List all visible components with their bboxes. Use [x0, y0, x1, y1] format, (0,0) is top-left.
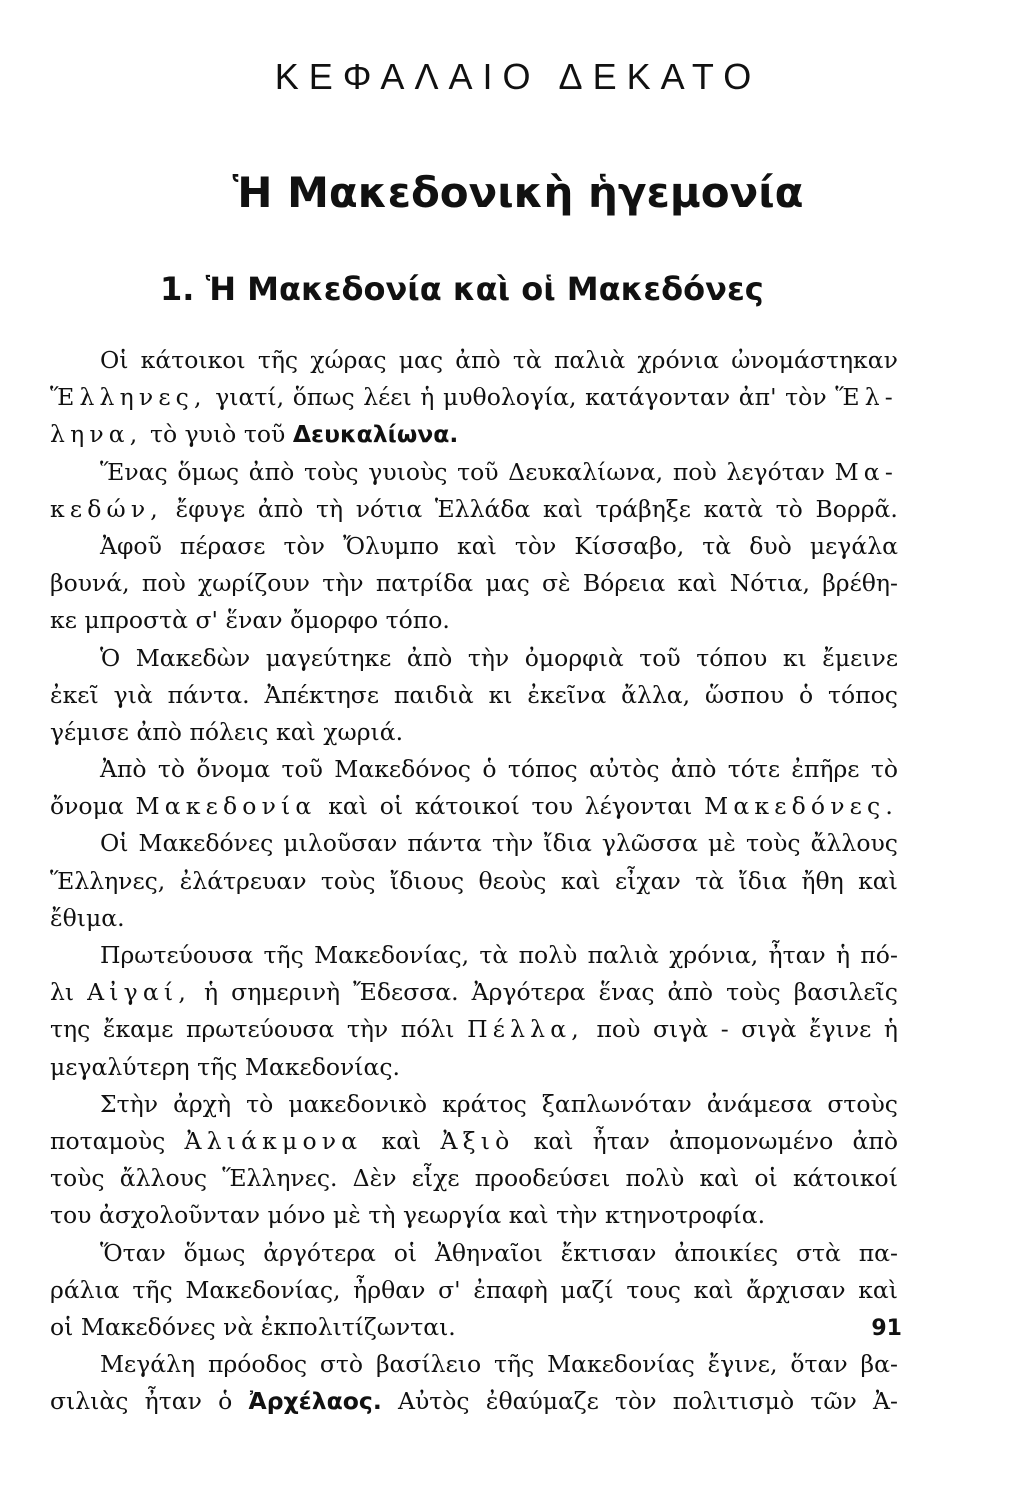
text-line [50, 1235, 898, 1272]
word: ἀνάμεσα [706, 1089, 813, 1118]
text-line [50, 1049, 898, 1086]
word: βασιλεῖς [793, 978, 898, 1007]
text-line [50, 528, 898, 565]
word: γυιοὺς [368, 457, 448, 486]
word: τοὺς [320, 866, 376, 895]
word: τόπος [507, 755, 578, 784]
text-line [50, 900, 898, 937]
word: του [50, 1201, 92, 1230]
word: ἔκτισαν [560, 1238, 657, 1267]
text-line [50, 1160, 898, 1197]
word: ὄνομα [196, 755, 271, 784]
word: Ἀ- [873, 1387, 898, 1416]
word: τὸ [149, 420, 178, 449]
word: καὶ [693, 1275, 734, 1304]
word: μακεδονικὸ [288, 1089, 428, 1118]
word: Μακεδονίας, [314, 941, 470, 969]
text-line [50, 379, 898, 416]
word: μας [485, 569, 530, 598]
word: καὶ [533, 1126, 574, 1155]
word: ἕνας [598, 978, 655, 1007]
word: τότε [727, 755, 781, 784]
word: στοὺς [827, 1089, 898, 1118]
word: πολὺ [518, 941, 578, 969]
word: τὸν [283, 531, 325, 560]
word: σιγὰ [741, 1015, 797, 1044]
word: στὰ [795, 1238, 841, 1267]
word: πρόοδος [208, 1350, 308, 1379]
word: μὲ [332, 1201, 361, 1230]
word: τοὺς [745, 829, 801, 858]
text-line [50, 1272, 898, 1309]
word: Οἱ [100, 829, 129, 858]
word: γλῶσσα [601, 829, 698, 858]
word: τὴν [556, 1201, 598, 1230]
word: μὲ [708, 829, 736, 858]
word: ράλια [50, 1275, 120, 1304]
word: ἀσχολοῦνταν [98, 1201, 261, 1230]
word: κτηνοτροφία. [604, 1201, 766, 1230]
word: μόνο [267, 1201, 326, 1230]
word: ἡ [883, 1015, 898, 1044]
word: ἄλλους [119, 1164, 208, 1193]
word: καὶ [328, 792, 368, 821]
word: ἀπὸ [852, 1126, 898, 1155]
word: Ἀλιάκμονα [184, 1126, 363, 1155]
word: τὴν [491, 829, 534, 858]
word: Δευκαλίωνα. [292, 420, 459, 449]
word: ἔγινε [808, 1015, 872, 1044]
word: κι [782, 643, 807, 672]
word: καὶ [543, 494, 583, 523]
word: παλιὰ [553, 346, 626, 374]
text-line [50, 1309, 898, 1346]
word: Μακεδονίας, [185, 1275, 341, 1304]
word: Πρωτεύουσα [100, 941, 254, 969]
word: ὅταν [790, 1350, 848, 1379]
word: ἄρχισαν [746, 1275, 846, 1304]
word: θεοὺς [478, 866, 547, 895]
word: καὶ [457, 531, 497, 560]
word: στὸ [319, 1350, 364, 1379]
word: της [50, 1015, 91, 1044]
word: ἀπὸ [455, 346, 501, 374]
page-title: Ἡ Μακεδονικὴ ἡγεμονία [232, 168, 804, 217]
word: Ἀθηναῖοι [434, 1238, 543, 1267]
word: πέρασε [179, 531, 266, 560]
word: ἀργότερα [263, 1238, 376, 1267]
word: βρέθη- [822, 569, 898, 598]
word: ἀπὸ [667, 978, 714, 1007]
word: ὁ [798, 680, 814, 709]
word: ἀποικίες [674, 1238, 779, 1267]
word: ἕναν [225, 606, 283, 635]
word: Ἕνας [100, 457, 168, 486]
word: ἔγινε, [707, 1350, 778, 1379]
text-line [50, 677, 898, 714]
word: πολὺ [625, 1164, 685, 1193]
text-line [50, 751, 898, 788]
body-text [50, 342, 898, 1420]
word: πάντα. [167, 680, 250, 709]
word: ἐπαφὴ [473, 1275, 548, 1304]
word: παλιὰ [587, 941, 659, 969]
word: σὲ [542, 569, 571, 598]
text-line [50, 565, 898, 602]
text-line [50, 1123, 898, 1160]
word: μυθολογία, [443, 383, 577, 412]
word: ὁ [482, 755, 497, 784]
text-line [50, 342, 898, 379]
word: χώρας [310, 346, 387, 374]
word: καὶ [276, 717, 316, 746]
word: τὴν [346, 1015, 389, 1044]
word: τοὺς [50, 1164, 105, 1193]
word: τὴ [315, 494, 344, 523]
text-line [50, 1011, 898, 1048]
word: λέγονται [584, 792, 693, 821]
word: γιατί, [215, 383, 285, 412]
word: σ' [195, 606, 219, 635]
word: πολιτισμὸ [672, 1387, 795, 1416]
word: καὶ [677, 569, 718, 598]
word: ἀπομονωμένο [669, 1126, 834, 1155]
word: βα- [860, 1350, 898, 1379]
word: Νότια, [729, 569, 810, 598]
word: μεγαλύτερη [50, 1052, 190, 1081]
word: μας [398, 346, 444, 374]
word: μεγάλα [809, 531, 898, 560]
text-line [50, 491, 898, 528]
word: ληνα, [50, 420, 143, 449]
word: ποὺ [141, 569, 186, 598]
word: τὰ [702, 531, 732, 560]
word: ἀπὸ [670, 755, 717, 784]
word: Ἑλλάδα [434, 494, 531, 523]
word: τόπο. [385, 606, 450, 635]
word: Ἀργότερα [471, 978, 586, 1007]
word: ἀπὸ [257, 494, 304, 523]
word: μαζί [560, 1275, 614, 1304]
word: Μακεδόνες [138, 829, 274, 858]
word: ἴδια [543, 829, 592, 858]
word: Κίσσαβο, [574, 531, 685, 560]
word: Πέλλα, [467, 1015, 584, 1044]
word: κε [50, 606, 77, 635]
word: τὸν [514, 531, 557, 560]
word: προοδεύσει [474, 1164, 611, 1193]
word: μιλοῦσαν [283, 829, 398, 858]
text-line [50, 714, 898, 751]
word: Μακεδονία [135, 792, 317, 821]
word: εἶχαν [615, 866, 681, 895]
word: ἴδια [738, 866, 787, 895]
word: ἀπὸ [136, 717, 182, 746]
word: ἐθαύμαζε [485, 1387, 599, 1416]
word: πατρίδα [375, 569, 474, 598]
word: Στὴν [100, 1089, 158, 1118]
page-number: 91 [871, 1316, 902, 1341]
word: τῆς [263, 941, 304, 969]
word: οἱ [379, 792, 404, 821]
word: τὸ [870, 755, 898, 784]
word: τοὺς [726, 978, 781, 1007]
word: τὴ [368, 1201, 396, 1230]
word: τῆς [257, 346, 299, 374]
word: οἱ [754, 1164, 778, 1193]
word: τῆς [197, 1052, 238, 1081]
word: Ἕλληνες. [222, 1164, 338, 1193]
word: Ἀπὸ [100, 755, 147, 784]
section-heading: 1. Ἡ Μακεδονία καὶ οἱ Μακεδόνες [160, 270, 764, 308]
word: σιλιὰς [50, 1387, 129, 1416]
word: ἦρθαν [353, 1275, 426, 1304]
word: Αὐτὸς [398, 1387, 470, 1416]
word: Ὁ [100, 643, 121, 672]
word: δυὸ [749, 531, 792, 560]
word: τὰ [479, 941, 509, 969]
word: ἦταν [144, 1387, 202, 1416]
word: οἱ [393, 1238, 418, 1267]
word: τους [626, 1275, 681, 1304]
text-line [50, 640, 898, 677]
text-line [50, 1346, 898, 1383]
word: κατὰ [703, 494, 764, 523]
word: ἐκεῖ [50, 680, 99, 709]
word: νὰ [223, 1312, 254, 1341]
word: ὁ [218, 1387, 233, 1416]
word: πα- [858, 1238, 898, 1267]
text-line [50, 863, 898, 900]
word: Ἔδεσσα. [353, 978, 459, 1007]
text-line [50, 788, 898, 825]
word: ποὺ [672, 457, 717, 486]
word: Μακεδόνες. [704, 792, 898, 821]
word: ἀπὸ [248, 457, 295, 486]
word: καὶ [699, 1164, 740, 1193]
word: Ὄλυμπο [342, 531, 440, 560]
word: τὴν [467, 643, 510, 672]
word: λεγόταν [726, 457, 825, 486]
word: κάτοικοι [140, 346, 246, 374]
word: Δευκαλίωνα, [508, 457, 664, 486]
word: μαγεύτηκε [265, 643, 392, 672]
word: τοῦ [457, 457, 499, 486]
word: ἀπὸ [406, 643, 453, 672]
word: ἄλλα, [621, 680, 691, 709]
word: πό- [860, 941, 898, 969]
text-line [50, 602, 898, 639]
word: γυιὸ [184, 420, 237, 449]
word: Μακεδὼν [135, 643, 251, 672]
word: ἔμεινε [822, 643, 898, 672]
word: κράτος [442, 1089, 527, 1118]
word: ἔθιμα. [50, 903, 125, 932]
word: ὅμως [177, 457, 240, 486]
word: νότια [355, 494, 423, 523]
word: ὅμως [183, 1238, 246, 1267]
word: τὰ [695, 866, 725, 895]
word: πόλεις [189, 717, 269, 746]
text-line [50, 1383, 898, 1420]
word: τὸν [615, 1387, 657, 1416]
word: σιγὰ [652, 1015, 709, 1044]
word: καὶ [858, 866, 898, 895]
word: τοὺς [303, 457, 359, 486]
word: τὰ [512, 346, 542, 374]
chapter-heading: ΚΕΦΑΛΑΙΟ ΔΕΚΑΤΟ [274, 56, 762, 97]
word: γέμισε [50, 717, 129, 746]
word: Μακεδονίας. [244, 1052, 400, 1081]
word: ὥσπου [705, 680, 785, 709]
word: ἐκεῖνα [527, 680, 607, 709]
word: χωριά. [323, 717, 404, 746]
word: ἦταν [592, 1126, 650, 1155]
word: ἔκαμε [102, 1015, 174, 1044]
word: τῆς [132, 1275, 173, 1304]
word: τῆς [494, 1350, 535, 1379]
word: ὀμορφιὰ [524, 643, 624, 672]
text-line [50, 825, 898, 862]
word: βουνά, [50, 569, 130, 598]
word: ἔφυγε [175, 494, 246, 523]
word: Μακεδονίας [547, 1350, 695, 1379]
word: Μα- [834, 457, 898, 486]
word: τόπος [828, 680, 898, 709]
word: ὠνομάστηκαν [731, 346, 898, 374]
word: του [531, 792, 573, 821]
word: πόλι [400, 1015, 455, 1044]
word: ἀπ' [738, 383, 777, 412]
word: ξαπλωνόταν [541, 1089, 692, 1118]
word: βασίλειο [375, 1350, 482, 1379]
word: Μακεδόνος [334, 755, 471, 784]
word: ὄνομα [50, 792, 124, 821]
word: καὶ [560, 866, 601, 895]
word: ὅπως [292, 383, 355, 412]
word: τοῦ [639, 643, 681, 672]
text-line [50, 416, 898, 453]
word: κεδών, [50, 494, 163, 523]
word: τόπου [696, 643, 768, 672]
word: τοῦ [281, 755, 323, 784]
word: ἐκπολιτίζωνται. [260, 1312, 456, 1341]
word: εἶχε [411, 1164, 460, 1193]
word: Ἕλληνες, [50, 383, 207, 412]
word: τὸν [785, 383, 827, 412]
word: ἡ [204, 978, 219, 1007]
word: σημερινὴ [231, 978, 341, 1007]
word: ἄλλους [810, 829, 898, 858]
word: ἐπῆρε [791, 755, 860, 784]
word: Ἀπέκτησε [264, 680, 380, 709]
word: ἀρχὴ [173, 1089, 232, 1118]
text-line [50, 1086, 898, 1123]
word: Μακεδόνες [80, 1312, 216, 1341]
word: κατάγονταν [585, 383, 731, 412]
word: Ὅταν [100, 1238, 166, 1267]
word: Δὲν [352, 1164, 397, 1193]
word: ἐλάτρευαν [179, 866, 307, 895]
text-line [50, 937, 898, 974]
word: Ἀφοῦ [100, 531, 162, 560]
word: ἡ [836, 941, 851, 969]
text-line [50, 454, 898, 491]
text-line [50, 974, 898, 1011]
word: τὸ [775, 494, 803, 523]
word: καὶ [381, 1126, 422, 1155]
word: ἦταν [768, 941, 826, 969]
word: σ' [438, 1275, 461, 1304]
word: κι [488, 680, 513, 709]
word: αὐτὸς [589, 755, 660, 784]
word: Ἕλ- [835, 383, 898, 412]
word: τὸ [157, 755, 186, 784]
word: γιὰ [113, 680, 153, 709]
word: Ἀξιὸ [440, 1126, 515, 1155]
word: παιδιὰ [393, 680, 474, 709]
word: τράβηξε [595, 494, 691, 523]
word: πάντα [407, 829, 482, 858]
word: Ἕλληνες, [50, 866, 166, 895]
word: καὶ [858, 1275, 898, 1304]
word: Ἀρχέλαος. [248, 1387, 382, 1416]
text-line [50, 1197, 898, 1234]
word: τῶν [810, 1387, 857, 1416]
word: ποὺ [596, 1015, 641, 1044]
word: οἱ [50, 1312, 74, 1341]
word: μπροστὰ [84, 606, 188, 635]
word: πρωτεύουσα [186, 1015, 335, 1044]
word: ἡ [420, 383, 435, 412]
word: ἤθη [801, 866, 844, 895]
word: ἴδιους [389, 866, 465, 895]
word: λι [50, 978, 75, 1007]
word: κάτοικοί [414, 792, 520, 821]
word: Αἰγαί, [87, 978, 191, 1007]
word: τοῦ [243, 420, 286, 449]
word: γεωργία [402, 1201, 502, 1230]
word: ποταμοὺς [50, 1126, 166, 1155]
word: χρόνια [637, 346, 719, 374]
word: Μεγάλη [100, 1350, 196, 1379]
word: καὶ [508, 1201, 549, 1230]
word: χρόνια, [669, 941, 759, 969]
word: Οἱ [100, 346, 129, 374]
word: Βόρεια [582, 569, 666, 598]
word: Βορρᾶ. [815, 494, 898, 523]
word: τὴν [322, 569, 364, 598]
word: λέει [363, 383, 412, 412]
word: ὄμορφο [290, 606, 379, 635]
word: κάτοικοί [792, 1164, 898, 1193]
word: χωρίζουν [198, 569, 310, 598]
word: - [720, 1015, 729, 1044]
word: τὸ [246, 1089, 274, 1118]
